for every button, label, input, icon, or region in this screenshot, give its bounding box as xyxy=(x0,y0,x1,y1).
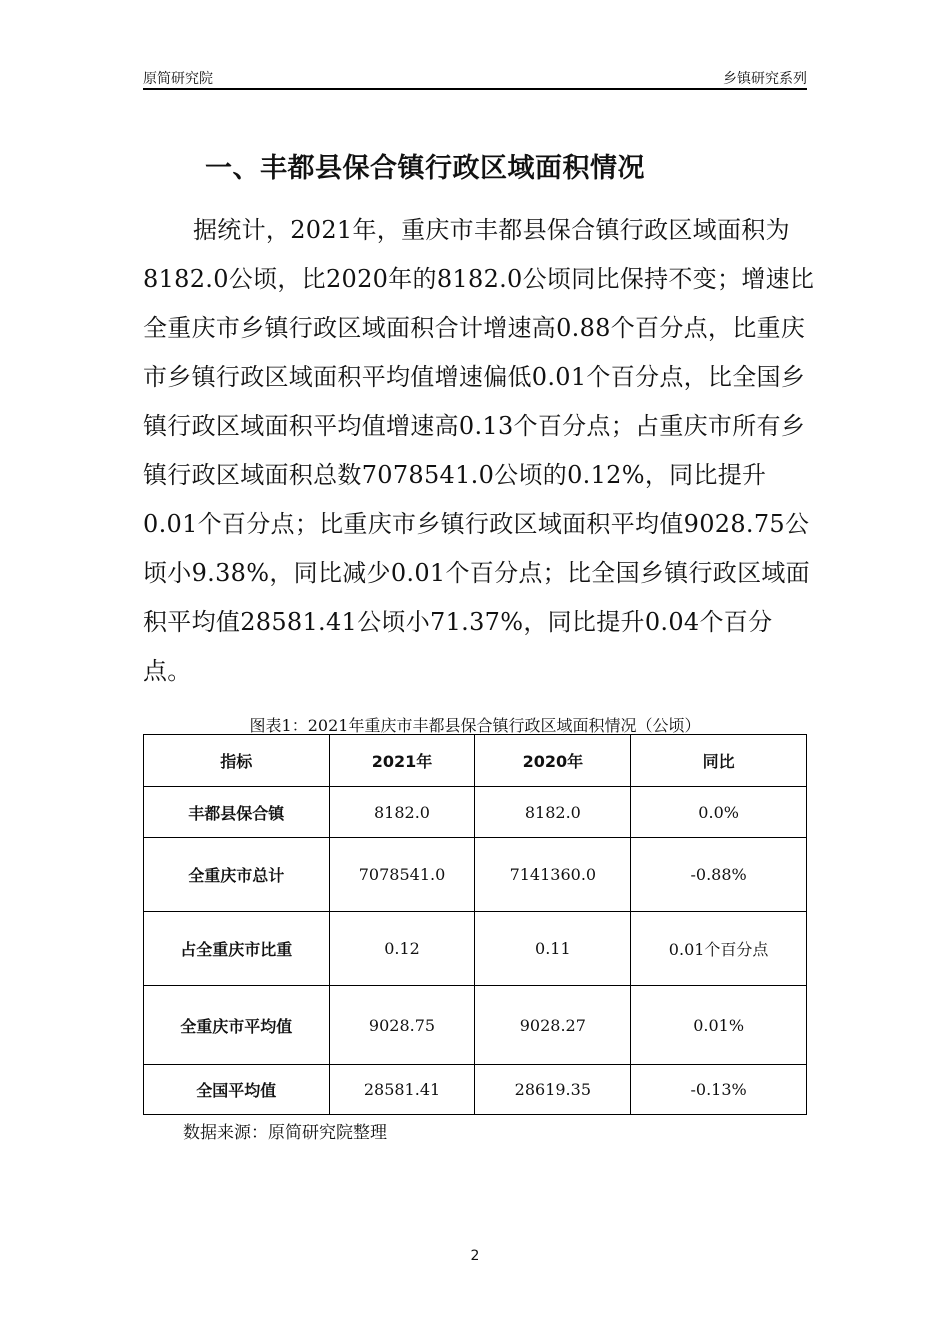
cell-2021: 28581.41 xyxy=(329,1065,475,1115)
cell-2020: 28619.35 xyxy=(475,1065,631,1115)
table-row xyxy=(144,912,807,986)
cell-2021: 8182.0 xyxy=(329,787,475,838)
cell-2021: 7078541.0 xyxy=(329,838,475,912)
cell-2020: 9028.27 xyxy=(475,986,631,1065)
cell-2020: 8182.0 xyxy=(475,787,631,838)
header-org: 原简研究院 xyxy=(143,71,213,87)
header-series: 乡镇研究系列 xyxy=(723,71,807,87)
cell-2020: 7141360.0 xyxy=(475,838,631,912)
table-row xyxy=(144,787,807,838)
header-yoy: 同比 xyxy=(631,735,807,787)
table-row xyxy=(144,986,807,1065)
cell-2020: 0.11 xyxy=(475,912,631,986)
body-paragraph: 据统计，2021年，重庆市丰都县保合镇行政区域面积为8182.0公顷，比2020年的8182.0公顷同比保持不变；增速比全重庆市乡镇行政区域面积合计增速高0.88个百分点，比重庆市乡镇行政区域面积平均值增速偏低0.01个百分点，比全国乡镇行政区域面积平均值增速高0.13个百分点；占重庆市所有乡镇行政区域面积总数7078541.0公顷的0.12%，同比提升0.01个百分点；比重庆市乡镇行政区域面积平均值9028.75公顷小9.38%，同比减少0.01个百分点；比全国乡镇行政区域面积平均值28581.41公顷小71.37%，同比提升0.04个百分点。 xyxy=(143,216,815,685)
page-header xyxy=(143,66,807,90)
cell-yoy: -0.88% xyxy=(631,838,807,912)
table-row xyxy=(144,1065,807,1115)
cell-2021: 9028.75 xyxy=(329,986,475,1065)
data-source-note: 数据来源：原简研究院整理 xyxy=(183,1123,387,1143)
header-2021: 2021年 xyxy=(329,735,475,787)
cell-yoy: 0.01% xyxy=(631,986,807,1065)
cell-yoy: -0.13% xyxy=(631,1065,807,1115)
data-table xyxy=(143,734,807,1115)
header-indicator: 指标 xyxy=(144,735,330,787)
row-label: 全国平均值 xyxy=(144,1065,330,1115)
row-label: 全重庆市总计 xyxy=(144,838,330,912)
page-number: 2 xyxy=(470,1248,480,1264)
table-caption: 图表1：2021年重庆市丰都县保合镇行政区域面积情况（公顷） xyxy=(249,716,701,735)
row-label: 丰都县保合镇 xyxy=(144,787,330,838)
section-title: 一、丰都县保合镇行政区域面积情况 xyxy=(205,153,645,184)
table-header-row xyxy=(144,735,807,787)
table-row xyxy=(144,838,807,912)
cell-yoy: 0.01个百分点 xyxy=(631,912,807,986)
header-2020: 2020年 xyxy=(475,735,631,787)
cell-yoy: 0.0% xyxy=(631,787,807,838)
row-label: 全重庆市平均值 xyxy=(144,986,330,1065)
cell-2021: 0.12 xyxy=(329,912,475,986)
row-label: 占全重庆市比重 xyxy=(144,912,330,986)
